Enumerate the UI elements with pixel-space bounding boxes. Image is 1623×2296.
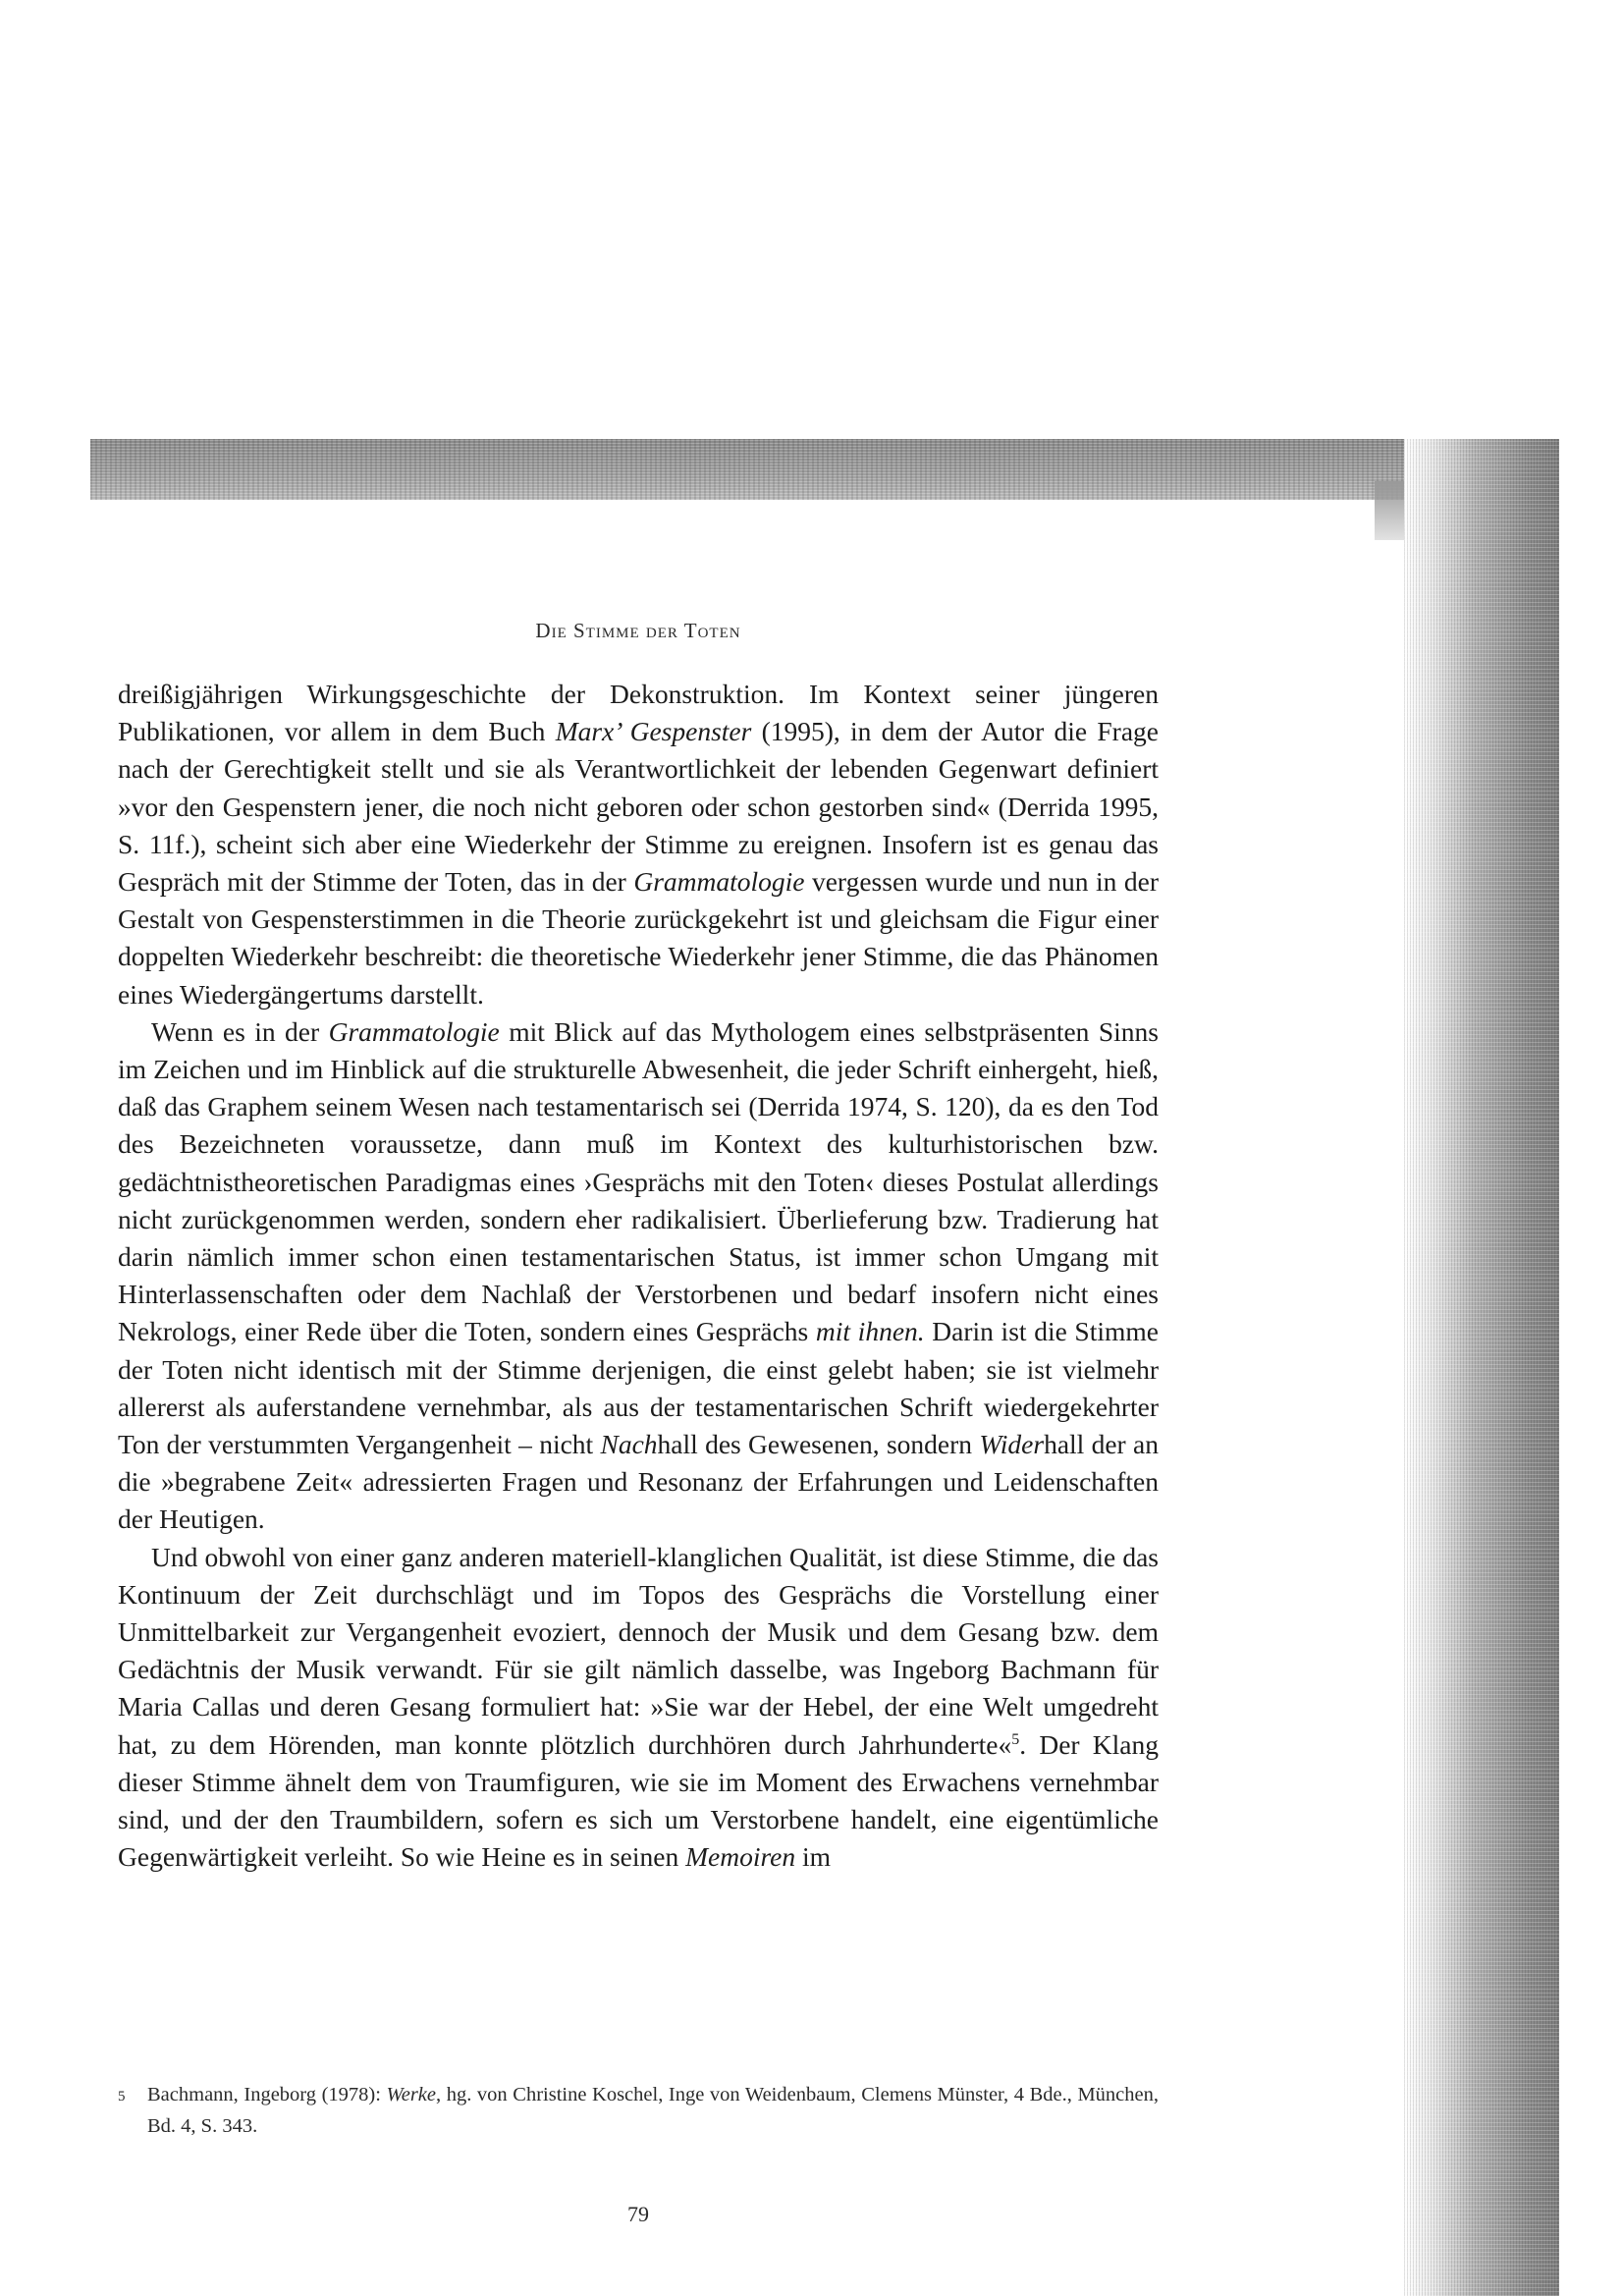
text-span: (1995), in dem der Autor die Frage nach der Gerechtigkeit stellt und sie als Verantwortlichkeit der lebenden Gegenwart definiert »vor den Gespenstern jener, die noch nicht geboren oder schon gestorben sind« (Derrida 1995, S. 11f.), scheint sich aber eine Wiederkehr der Stimme zu ereignen. Insofern ist es genau das Gespräch mit der Stimme der Toten, das in der: [118, 716, 1160, 898]
italic-span: Marx’ Gespenster: [555, 716, 752, 747]
text-span: , hg. von Christine Koschel, Inge von Weidenbaum, Clemens Münster, 4 Bde., München, Bd. 4, S. 343.: [147, 2084, 1159, 2137]
italic-span: Grammatologie: [633, 866, 805, 898]
paragraph-3: [118, 1539, 1159, 1877]
text-span: hall des Gewesenen, sondern: [657, 1429, 980, 1460]
text-span: Darin ist die Stimme der Toten nicht identisch mit der Stimme derjenigen, die einst gelebt haben; sie ist vielmehr allererst als auferstandene vernehmbar, als aus der testamentarischen Schrift wiedergekehrter Ton der verstummten Vergangenheit – nicht: [118, 1316, 1159, 1460]
footnote-marker: 5: [1011, 1730, 1020, 1748]
paragraph-1: [118, 676, 1159, 1013]
running-head: Die Stimme der Toten: [535, 619, 741, 642]
body-text: [118, 676, 1159, 1877]
scan-shadow-right: [1404, 439, 1559, 2296]
text-span: Bachmann, Ingeborg (1978):: [147, 2084, 387, 2105]
text-span: im: [795, 1841, 832, 1873]
italic-span: Nach: [600, 1429, 658, 1460]
paragraph-2: [118, 1013, 1159, 1539]
footnote-number: 5: [118, 2089, 126, 2105]
italic-span: Grammatologie: [328, 1015, 500, 1047]
footnote-text: [137, 2079, 1159, 2142]
text-span: hall der an die »begrabene Zeit« adressierten Fragen und Resonanz der Erfahrungen und Leidenschaften der Heutigen.: [118, 1429, 1159, 1535]
text-span: mit Blick auf das Mythologem eines selbstpräsenten Sinns im Zeichen und im Hinblick auf die strukturelle Abwesenheit, die jeder Schrift einhergeht, hieß, daß das Graphem seinem Wesen nach testamentarisch sei (Derrida 1974, S. 120), da es den Tod des Bezeichneten voraussetze, dann muß im Kontext des kulturhistorischen bzw. gedächtnistheoretischen Paradigmas eines ›Gesprächs mit den Toten‹ dieses Postulat allerdings nicht zurückgenommen werden, sondern eher radikalisiert. Überlieferung bzw. Tradierung hat darin nämlich immer schon einen testamentarischen Status, ist immer schon Umgang mit Hinterlassenschaften oder dem Nachlaß der Verstorbenen und bedarf insofern nicht eines Nekrologs, einer Rede über die Toten, sondern eines Gesprächs: [118, 1015, 1159, 1347]
text-span: Und obwohl von einer ganz anderen materiell-klanglichen Qualität, ist diese Stimme, die das Kontinuum der Zeit durchschlägt und im Topos des Gesprächs die Vorstellung einer Unmittelbarkeit zur Vergangenheit evoziert, dennoch der Musik und dem Gesang bzw. dem Gedächtnis der Musik verwandt. Für sie gilt nämlich dasselbe, was Ingeborg Bachmann für Maria Callas und deren Gesang formuliert hat: »Sie war der Hebel, der eine Welt umgedreht hat, zu dem Hörenden, man konnte plötzlich durchhören durch Jahrhunderte«: [118, 1541, 1159, 1760]
italic-span: mit ihnen.: [815, 1316, 925, 1347]
italic-span: Memoiren: [685, 1841, 796, 1873]
scan-shadow-top: [90, 439, 1559, 500]
page-number: 79: [627, 2202, 649, 2226]
text-span: . Der Klang dieser Stimme ähnelt dem von Traumfiguren, wie sie im Moment des Erwachens vernehmbar sind, und der den Traumbildern, sofern es sich um Verstorbene handelt, eine eigentümliche Gegenwärtigkeit verleiht. So wie Heine es in seinen: [118, 1728, 1159, 1873]
text-span: Wenn es in der: [151, 1015, 329, 1047]
italic-span: Wider: [979, 1429, 1045, 1460]
text-span: dreißigjährigen Wirkungsgeschichte der Dekonstruktion. Im Kontext seiner jüngeren Publikationen, vor allem in dem Buch: [118, 679, 1159, 747]
text-span: vergessen wurde und nun in der Gestalt von Gespensterstimmen in die Theorie zurückgekehrt ist und gleichsam die Figur einer doppelten Wiederkehr beschreibt: die theoretische Wiederkehr jener Stimme, die das Phänomen eines Wiedergängertums darstellt.: [118, 866, 1159, 1010]
italic-span: Werke: [386, 2084, 437, 2105]
footnote: [118, 2079, 1159, 2142]
